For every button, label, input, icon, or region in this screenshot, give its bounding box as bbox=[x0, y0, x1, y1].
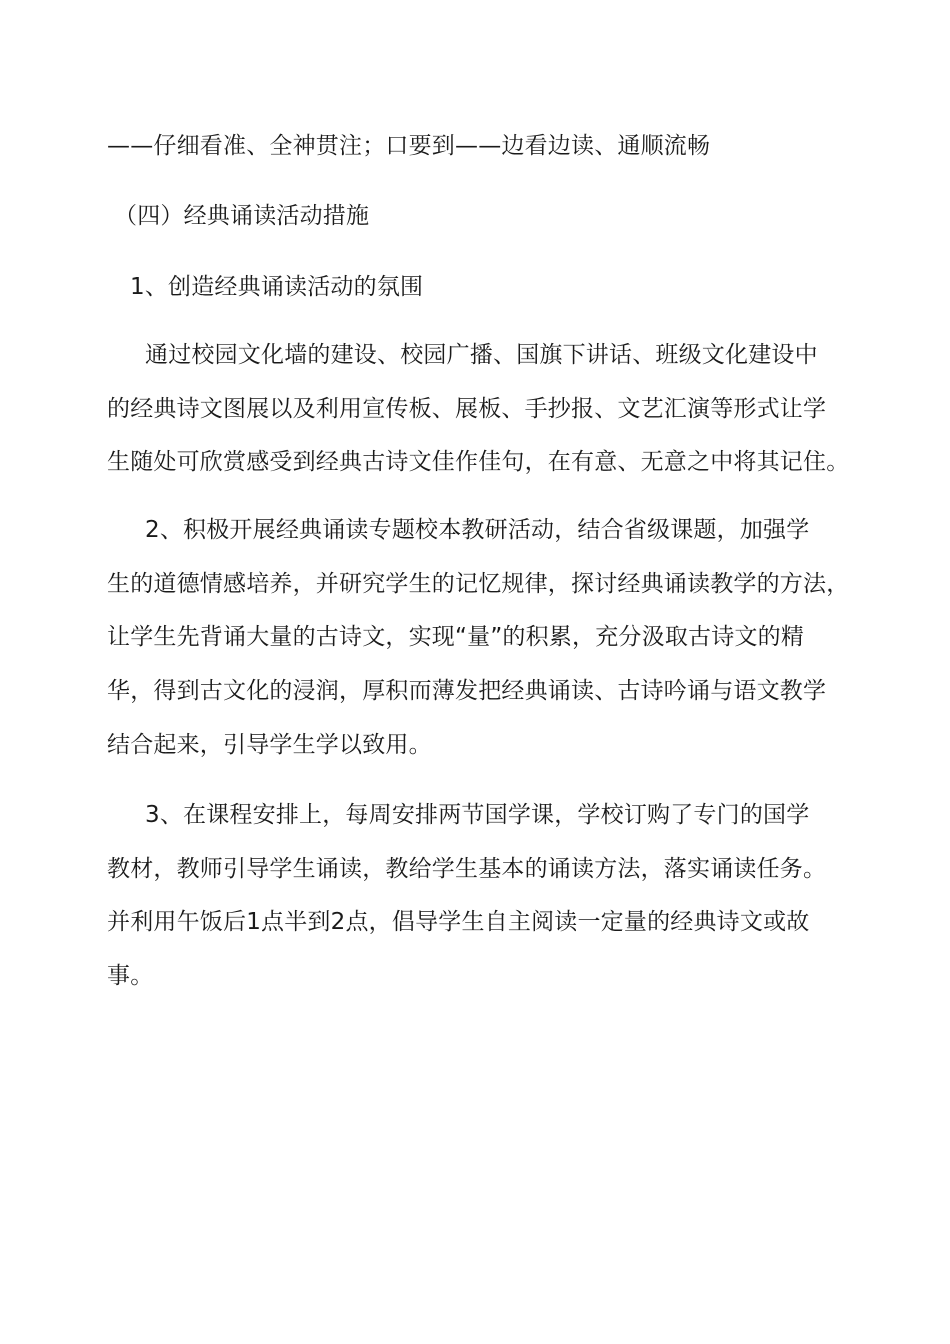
subheading-1: 1、创造经典诵读活动的氛围 bbox=[130, 274, 424, 300]
paragraph-3-line-1: 3、在课程安排上，每周安排两节国学课，学校订购了专门的国学 bbox=[145, 802, 810, 828]
paragraph-3-line-2: 教材，教师引导学生诵读，教给学生基本的诵读方法，落实诵读任务。 bbox=[107, 856, 827, 882]
paragraph-2-line-5: 结合起来，引导学生学以致用。 bbox=[107, 732, 432, 758]
paragraph-3-line-3: 并利用午饭后1点半到2点，倡导学生自主阅读一定量的经典诗文或故 bbox=[107, 909, 810, 935]
paragraph-3-line-4: 事。 bbox=[107, 963, 154, 989]
text-line-continuation: ——仔细看准、全神贯注；口要到——边看边读、通顺流畅 bbox=[107, 133, 711, 159]
paragraph-2-line-2: 生的道德情感培养，并研究学生的记忆规律，探讨经典诵读教学的方法， bbox=[107, 571, 850, 597]
paragraph-1-line-3: 生随处可欣赏感受到经典古诗文佳作佳句，在有意、无意之中将其记住。 bbox=[107, 449, 850, 475]
paragraph-1-line-1: 通过校园文化墙的建设、校园广播、国旗下讲话、班级文化建设中 bbox=[145, 342, 818, 368]
paragraph-2-line-1: 2、积极开展经典诵读专题校本教研活动，结合省级课题，加强学 bbox=[145, 517, 810, 543]
paragraph-2-line-4: 华，得到古文化的浸润，厚积而薄发把经典诵读、古诗吟诵与语文教学 bbox=[107, 678, 827, 704]
paragraph-2-line-3: 让学生先背诵大量的古诗文，实现“量”的积累，充分汲取古诗文的精 bbox=[107, 624, 805, 650]
paragraph-1-line-2: 的经典诗文图展以及利用宣传板、展板、手抄报、文艺汇演等形式让学 bbox=[107, 396, 827, 422]
section-heading: （四）经典诵读活动措施 bbox=[114, 203, 370, 229]
